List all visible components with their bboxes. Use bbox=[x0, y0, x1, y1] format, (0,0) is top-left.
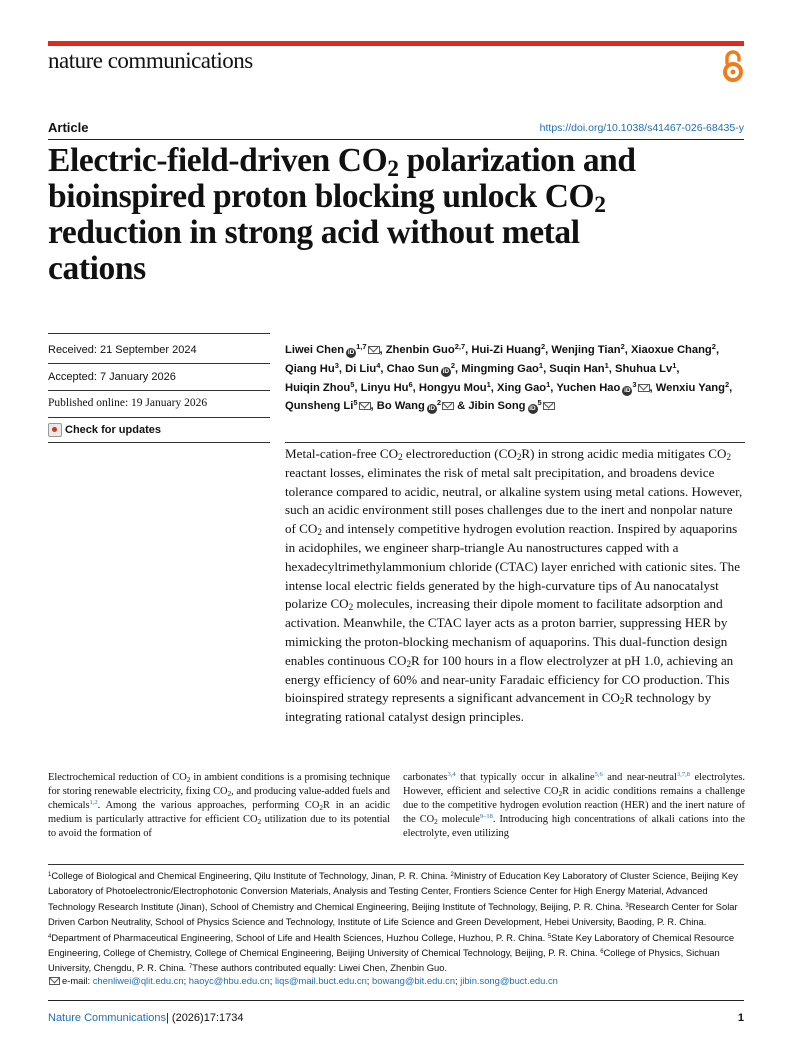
journal-logo[interactable]: nature communications bbox=[48, 48, 253, 73]
meta-rule bbox=[48, 442, 270, 443]
author-list: Liwei Chen iD$^{1,7}$ , Zhenbin Guo$^{2,7}$, Hui-Zi Huang$^2$, Wenjing Tian$^2$, Xiaoxue Chang$^2$, Qiang Hu$^3$, Di Liu$^4$, Chao Sun $iD^2$, Mingming Gao$^1$, Suqin Han$^1$, Shuhua Lv$^1$, Huiqin Zhou$^5$, Linyu Hu$^6$, Hongyu Mou$^1$, Xing Gao$^1$, Yuchen Hao $iD^3$ , Wenxiu Yang$^2$, Qunsheng Li$^5$ , Bo Wang $iD^2$ & Jibin Song $iD^5$ bbox=[285, 342, 733, 413]
open-access-icon bbox=[720, 49, 746, 83]
meta-rule bbox=[48, 363, 270, 364]
footer-rule bbox=[48, 1000, 744, 1001]
body-column-left: Electrochemical reduction of $CO_2$ in ambient conditions is a promising technique for storing renewable electricity, fixing $CO_2$, and producing value-added fuels and chemicals$^{1,2}$. Among the various approaches, performing $CO_2R$ in an acidic medium is particularly attractive for efficient $CO_2$ utilization due to its potential to avoid the formation of bbox=[48, 772, 390, 839]
email-icon[interactable] bbox=[368, 346, 380, 354]
email-link[interactable]: haoyc@hbu.edu.cn bbox=[188, 975, 270, 986]
orcid-icon[interactable]: iD bbox=[347, 349, 355, 356]
orcid-icon[interactable]: iD bbox=[442, 367, 450, 375]
author-name[interactable]: Yuchen Hao $iD^3$ bbox=[556, 382, 649, 394]
doi-link[interactable]: https://doi.org/10.1038/s41467-026-68435-y bbox=[539, 122, 744, 134]
affiliations-rule bbox=[48, 864, 744, 865]
affiliation-marker: 1 bbox=[486, 379, 491, 389]
author-conjunction: & bbox=[457, 400, 466, 413]
citation-link[interactable]: 9–18 bbox=[479, 813, 493, 820]
author-name[interactable]: Jibin Song $iD^5$ bbox=[468, 400, 554, 412]
author-name[interactable]: Mingming Gao$^1$ bbox=[461, 360, 544, 375]
citation-link[interactable]: 1,2 bbox=[89, 799, 98, 806]
affiliation-marker: 2 bbox=[724, 379, 730, 389]
author-name[interactable]: Xing Gao$^1$ bbox=[497, 379, 551, 394]
author-name[interactable]: Wenjing Tian$^2$ bbox=[551, 342, 625, 356]
author-name[interactable]: Hui-Zi Huang$^2$ bbox=[471, 342, 546, 356]
affiliation-marker: 2 bbox=[620, 342, 625, 351]
abstract-rule bbox=[285, 442, 745, 443]
header-rule bbox=[48, 41, 744, 46]
affiliation-marker: 5 bbox=[537, 398, 542, 408]
affiliation-marker: 2,7 bbox=[454, 342, 466, 351]
author-name[interactable]: Zhenbin Guo$^{2,7}$ bbox=[385, 342, 466, 356]
email-list: e-mail: chenliwei@qlit.edu.cn; haoyc@hbu.edu.cn; liqs@mail.buct.edu.cn; bowang@bit.edu.cn; jibin.song@buct.edu.cn bbox=[48, 975, 558, 986]
meta-rule bbox=[48, 417, 270, 418]
author-name[interactable]: Di Liu$^4$ bbox=[345, 360, 381, 375]
accepted-date: Accepted: 7 January 2026 bbox=[48, 371, 176, 383]
author-name[interactable]: Bo Wang $iD^2$ bbox=[377, 400, 454, 412]
author-name[interactable]: Shuhua Lv$^1$ bbox=[615, 360, 677, 375]
author-name[interactable]: Xiaoxue Chang$^2$ bbox=[630, 342, 716, 356]
body-column-right: carbonates$^{3,4}$ that typically occur in alkaline$^{5,6}$ and near-neutral$^{3,7,8}$ electrolytes. However, efficient and selective $CO_2R$ in acidic conditions remains a challenge due to the competitive hydrogen evolution reaction (HER) and the inert nature of the $CO_2$ molecule$^{9-18}$. Introducing high concentrations of alkali cations into the electrolyte, even utilizing bbox=[403, 771, 745, 839]
orcid-icon[interactable]: iD bbox=[428, 405, 436, 413]
affiliation-marker: 3 bbox=[632, 379, 637, 389]
affiliation-marker: 2 bbox=[540, 342, 546, 351]
author-name[interactable]: Huiqin Zhou$^5$ bbox=[285, 379, 355, 394]
received-date: Received: 21 September 2024 bbox=[48, 344, 197, 356]
email-icon[interactable] bbox=[543, 402, 555, 410]
footer-journal-link[interactable]: Nature Communications bbox=[48, 1012, 166, 1024]
affiliation-marker: 2 bbox=[450, 360, 455, 370]
affiliation-marker: 1 bbox=[672, 360, 677, 370]
affiliation-marker: 6 bbox=[408, 379, 413, 389]
affiliation-marker: 5 bbox=[350, 379, 355, 389]
affiliation-marker: 1 bbox=[546, 379, 551, 389]
citation-link[interactable]: 3,4 bbox=[447, 771, 456, 778]
affiliations: $^1$College of Biological and Chemical Engineering, Qilu Institute of Technology, Jinan, P. R. China. $^2$Ministry of Education Key Laboratory of Cluster Science, Beijing Key Laboratory of Photoelectronic/Electrophotonic Conversion Materials, Analysis and Testing Center, Frontiers Science Center for High Energy Material, Advanced Technology Research Institute (Jinan), School of Chemistry and Chemical Engineering, Beijing Institute of Technology, Beijing, P. R. China. $^3$Research Center for Solar Driven Carbon Neutrality, School of Physics Science and Technology, Institute of Life Science and Green Development, Hebei University, Baoding, P. R. China. $^4$Department of Pharmaceutical Engineering, School of Life and Health Sciences, Huzhou College, Huzhou, P. R. China. $^5$State Key Laboratory of Chemical Resource Engineering, College of Chemistry, College of Chemical Engineering, Beijing University of Chemical Technology, Beijing, P. R. China. $^6$College of Physics, Sichuan University, Chengdu, P. R. China. $^7$These authors contributed equally: Liwei Chen, Zhenbin Guo. bbox=[48, 870, 738, 974]
affiliation-marker: 3 bbox=[334, 360, 339, 370]
author-name[interactable]: Linyu Hu$^6$ bbox=[360, 379, 413, 394]
title-rule bbox=[48, 139, 744, 140]
citation-link[interactable]: 3,7,8 bbox=[676, 771, 690, 778]
affiliation-marker: 1,7 bbox=[356, 342, 367, 351]
article-type: Article bbox=[48, 120, 89, 135]
crossmark-icon bbox=[48, 423, 62, 437]
email-link[interactable]: chenliwei@qlit.edu.cn bbox=[92, 975, 184, 986]
author-name[interactable]: Suqin Han$^1$ bbox=[549, 360, 609, 375]
author-name[interactable]: Chao Sun $iD^2$ bbox=[386, 360, 455, 375]
check-updates-label: Check for updates bbox=[65, 424, 161, 436]
citation-link[interactable]: 5,6 bbox=[594, 771, 603, 778]
orcid-icon[interactable]: iD bbox=[624, 386, 631, 394]
author-name[interactable]: Hongyu Mou$^1$ bbox=[418, 379, 491, 394]
author-name[interactable]: Liwei Chen iD$^{1,7}$ bbox=[285, 344, 380, 356]
email-link[interactable]: liqs@mail.buct.edu.cn bbox=[274, 975, 367, 986]
footer-volume: | (2026)17:1734 bbox=[166, 1012, 244, 1024]
email-icon[interactable] bbox=[359, 402, 371, 410]
meta-rule bbox=[48, 390, 270, 391]
affiliation-marker: 2 bbox=[436, 398, 441, 408]
published-date: Published online: 19 January 2026 bbox=[48, 397, 208, 409]
affiliation-marker: 5 bbox=[353, 398, 358, 408]
page-number: 1 bbox=[737, 1012, 744, 1024]
abstract: Metal-cation-free $CO_2$ electroreduction $(CO_2R)$ in strong acidic media mitigates $CO_2$ reactant losses, eliminates the risk of metal salt precipitation, and broadens device tolerance compared to acidic, neutral, or alkaline system using metal cations. However, such an acidic environment still poses challenges due to the inert and nonpolar nature of $CO_2$ and intensely competitive hydrogen evolution reaction. Inspired by aquaporins in acidophiles, we engineer sharp-triangle Au nanostructures capped with a hexadecyltrimethylammonium chloride (CTAC) layer enriched with cationic sites. The intense local electric fields generated by the high-curvature tips of Au nanocatalyst polarize $CO_2$ molecules, increasing their dipole moment to facilitate adsorption and activation. Meanwhile, the CTAC layer acts as a proton barrier, suppressing HER by mimicking the proton-blocking mechanism of aquaporins. This dual-function design enables continuous $CO_2R$ for 100 hours in a flow electrolyzer at pH 1.0, achieving an energy efficiency of 60% and near-unity Faradaic efficiency for CO production. This bioinspired strategy represents a significant advancement in $CO_2R$ technology by integrating rational catalyst design principles. bbox=[285, 446, 743, 725]
author-name[interactable]: Qunsheng Li$^5$ bbox=[285, 400, 371, 412]
email-link[interactable]: jibin.song@buct.edu.cn bbox=[460, 975, 558, 986]
author-name[interactable]: Qiang Hu$^3$ bbox=[285, 360, 339, 375]
email-link[interactable]: bowang@bit.edu.cn bbox=[372, 975, 456, 986]
article-title: Electric-field-driven $CO_2$ polarization and bioinspired proton blocking unlock $CO_2$ reduction in strong acid without metal cations bbox=[48, 142, 636, 287]
orcid-icon[interactable]: iD bbox=[529, 405, 536, 413]
email-icon[interactable] bbox=[638, 384, 650, 392]
affiliation-marker: 1 bbox=[604, 360, 609, 370]
affiliation-marker: 4 bbox=[376, 360, 381, 370]
affiliation-marker: 2 bbox=[711, 342, 716, 351]
check-for-updates-button[interactable] bbox=[48, 423, 161, 437]
email-icon bbox=[49, 977, 60, 985]
author-name[interactable]: Wenxiu Yang$^2$ bbox=[655, 379, 730, 394]
meta-rule bbox=[48, 333, 270, 334]
email-icon[interactable] bbox=[442, 402, 454, 410]
email-label: e-mail: bbox=[62, 975, 93, 986]
affiliation-marker: 1 bbox=[538, 360, 544, 370]
footer-citation bbox=[48, 1012, 243, 1024]
